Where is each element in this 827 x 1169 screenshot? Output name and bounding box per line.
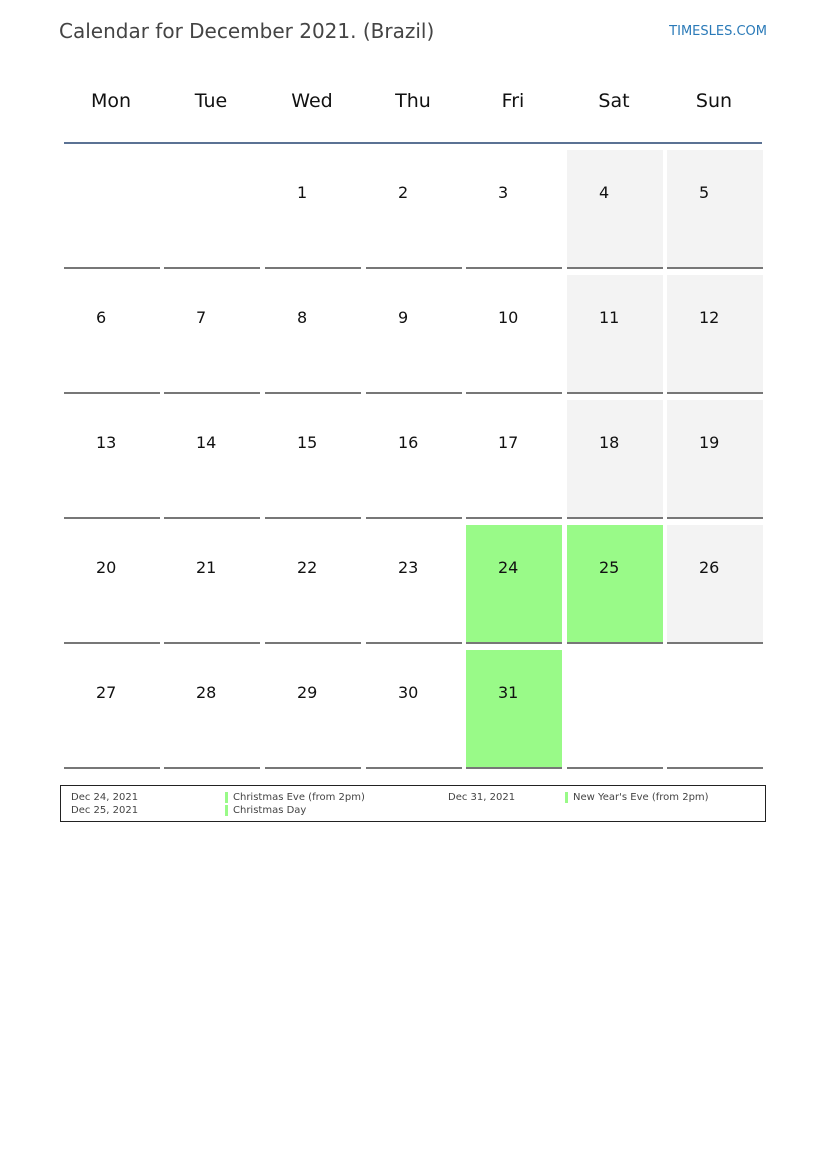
day-cell[interactable]	[265, 400, 361, 519]
site-link[interactable]: TIMESLES.COM	[669, 24, 767, 39]
day-number: 27	[96, 683, 117, 702]
day-cell[interactable]	[567, 400, 663, 519]
legend-date: Dec 25, 2021	[71, 805, 139, 816]
day-cell[interactable]	[567, 525, 663, 644]
weekday-thu: Thu	[395, 90, 431, 112]
day-cell[interactable]	[567, 275, 663, 394]
day-cell[interactable]	[64, 650, 160, 769]
day-number: 8	[297, 308, 308, 327]
day-cell[interactable]	[366, 525, 462, 644]
day-number: 21	[196, 558, 217, 577]
day-number: 19	[699, 433, 720, 452]
day-cell[interactable]	[265, 650, 361, 769]
day-cell[interactable]	[164, 525, 260, 644]
header-divider	[64, 142, 762, 144]
day-cell[interactable]	[164, 650, 260, 769]
day-number: 10	[498, 308, 519, 327]
day-number: 4	[599, 183, 610, 202]
day-number: 6	[96, 308, 107, 327]
day-number: 22	[297, 558, 318, 577]
day-number: 3	[498, 183, 509, 202]
day-number: 9	[398, 308, 409, 327]
legend-date: Dec 24, 2021	[71, 792, 139, 803]
day-cell[interactable]	[466, 150, 562, 269]
day-cell[interactable]	[265, 525, 361, 644]
day-number: 14	[196, 433, 217, 452]
day-number: 30	[398, 683, 419, 702]
calendar-grid	[64, 150, 764, 775]
day-cell[interactable]	[567, 150, 663, 269]
day-number: 5	[699, 183, 710, 202]
day-number: 29	[297, 683, 318, 702]
day-cell[interactable]	[265, 275, 361, 394]
empty-day-cell	[667, 650, 763, 769]
day-cell[interactable]	[366, 650, 462, 769]
day-number: 28	[196, 683, 217, 702]
holiday-swatch	[225, 792, 228, 803]
day-cell[interactable]	[164, 275, 260, 394]
day-cell[interactable]	[64, 525, 160, 644]
day-number: 25	[599, 558, 620, 577]
holiday-swatch	[565, 792, 568, 803]
day-number: 31	[498, 683, 519, 702]
day-cell[interactable]	[366, 275, 462, 394]
day-number: 16	[398, 433, 419, 452]
holiday-swatch	[225, 805, 228, 816]
day-number: 15	[297, 433, 318, 452]
day-cell[interactable]	[265, 150, 361, 269]
empty-day-cell	[567, 650, 663, 769]
day-cell[interactable]	[667, 525, 763, 644]
day-cell[interactable]	[667, 400, 763, 519]
day-number: 11	[599, 308, 620, 327]
day-cell[interactable]	[366, 150, 462, 269]
day-cell[interactable]	[667, 150, 763, 269]
day-cell[interactable]	[64, 400, 160, 519]
day-number: 26	[699, 558, 720, 577]
legend-holiday-name: Christmas Day	[233, 805, 307, 816]
legend-date: Dec 31, 2021	[448, 792, 516, 803]
day-cell[interactable]	[366, 400, 462, 519]
weekday-sat: Sat	[598, 90, 630, 112]
empty-day-cell	[64, 150, 160, 269]
day-cell[interactable]	[64, 275, 160, 394]
day-number: 1	[297, 183, 308, 202]
legend-holiday-name: Christmas Eve (from 2pm)	[233, 792, 365, 803]
day-cell[interactable]	[164, 400, 260, 519]
day-number: 7	[196, 308, 207, 327]
day-cell[interactable]	[667, 275, 763, 394]
weekday-wed: Wed	[291, 90, 333, 112]
day-cell[interactable]	[466, 400, 562, 519]
day-number: 17	[498, 433, 519, 452]
day-number: 18	[599, 433, 620, 452]
holiday-legend	[60, 785, 766, 822]
day-number: 12	[699, 308, 720, 327]
weekday-mon: Mon	[90, 90, 132, 112]
day-cell[interactable]	[466, 525, 562, 644]
legend-holiday-name: New Year's Eve (from 2pm)	[573, 792, 709, 803]
page-title: Calendar for December 2021. (Brazil)	[59, 19, 435, 43]
day-number: 13	[96, 433, 117, 452]
day-number: 24	[498, 558, 519, 577]
day-number: 23	[398, 558, 419, 577]
weekday-header-row	[62, 90, 764, 118]
weekday-sun: Sun	[695, 90, 733, 112]
day-cell[interactable]	[466, 275, 562, 394]
weekday-tue: Tue	[194, 90, 228, 112]
day-number: 2	[398, 183, 409, 202]
empty-day-cell	[164, 150, 260, 269]
day-number: 20	[96, 558, 117, 577]
weekday-fri: Fri	[501, 90, 525, 112]
day-cell[interactable]	[466, 650, 562, 769]
